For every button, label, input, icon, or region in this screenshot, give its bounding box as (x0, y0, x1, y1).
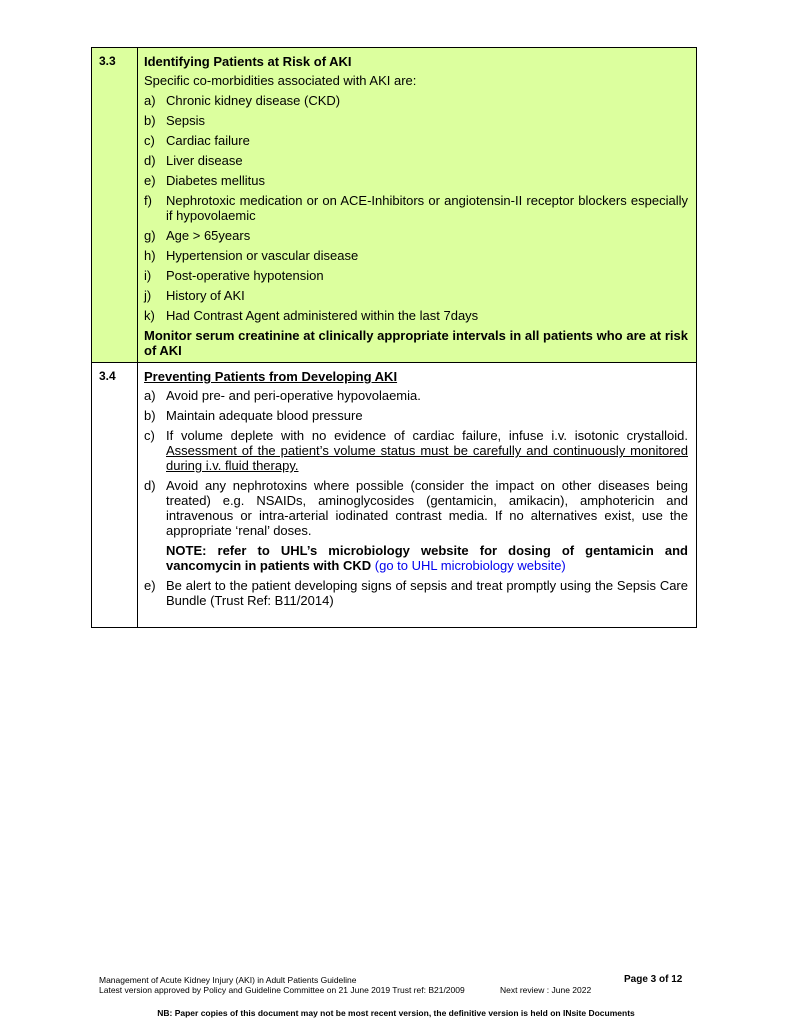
footer-approved: Latest version approved by Policy and Guideline Committee on 21 June 2019 Trust ref: B21/2009 (99, 985, 465, 995)
list-item: c) If volume deplete with no evidence of cardiac failure, infuse i.v. isotonic crystalloid. Assessment of the patient’s volume status must be carefully and continuously monitored during i.v. fluid therapy. (144, 428, 688, 473)
list-item-text: Hypertension or vascular disease (166, 248, 359, 263)
list-item-letter: b) (144, 113, 156, 128)
comorbidity-list (144, 93, 688, 323)
paper-copy-notice: NB: Paper copies of this document may not be most recent version, the definitive version is held on INsite Documents (157, 1008, 635, 1018)
list-item (144, 268, 688, 283)
list-item-letter: g) (144, 228, 156, 243)
list-item-text: Cardiac failure (166, 133, 250, 148)
list-item: e) Be alert to the patient developing signs of sepsis and treat promptly using the Sepsis Care Bundle (Trust Ref: B11/2014) (144, 578, 688, 608)
list-item-text: History of AKI (166, 288, 245, 303)
list-item (144, 93, 688, 108)
section-3-3-row (92, 48, 697, 363)
section-3-3-content (138, 48, 697, 363)
section-number: 3.4 (92, 363, 138, 628)
list-item: b) Maintain adequate blood pressure (144, 408, 363, 423)
list-item-text: If volume deplete with no evidence of cardiac failure, infuse i.v. isotonic crystalloid. Assessment of the patient’s volume status must be carefully and continuously monitored during i.v. fluid therapy. (166, 428, 688, 473)
list-item (144, 248, 688, 263)
section-intro: Specific co-morbidities associated with AKI are: (144, 73, 417, 88)
page-number: Page 3 of 12 (624, 974, 683, 985)
list-item: a) Avoid pre- and peri-operative hypovolaemia. (144, 388, 421, 403)
page-footer (99, 975, 689, 995)
list-item (144, 153, 688, 168)
list-item-text: Nephrotoxic medication or on ACE-Inhibitors or angiotensin-II receptor blockers especially if hypovolaemic (166, 193, 688, 223)
list-item (144, 228, 688, 243)
list-item (144, 308, 688, 323)
list-item-letter: f) (144, 193, 152, 208)
list-item: d) Avoid any nephrotoxins where possible (consider the impact on other diseases being treated) e.g. NSAIDs, aminoglycosides (gentamicin, amikacin), amphotericin and intravenous or intra-arterial iodinated contrast media. If no alternatives exist, use the appropriate ‘renal’ doses. NOTE: refer to UHL’s microbiology website for dosing of gentamicin and vancomycin in patients with CKD (go to UHL microbiology website) (144, 478, 688, 573)
list-item-text: Chronic kidney disease (CKD) (166, 93, 341, 108)
list-item-letter: d) (144, 153, 156, 168)
footer-title: Management of Acute Kidney Injury (AKI) in Adult Patients Guideline (99, 975, 357, 985)
list-item-letter: k) (144, 308, 155, 323)
next-review: Next review : June 2022 (500, 985, 592, 995)
list-item-text: Liver disease (166, 153, 243, 168)
list-item (144, 113, 688, 128)
list-item (144, 193, 688, 223)
list-item-letter: i) (144, 268, 152, 283)
section-title: Preventing Patients from Developing AKI (144, 369, 398, 384)
list-item-text: Had Contrast Agent administered within the last 7days (166, 308, 479, 323)
list-item-text: Age > 65years (166, 228, 251, 243)
section-title: Identifying Patients at Risk of AKI (144, 54, 352, 69)
list-item-letter: h) (144, 248, 156, 263)
list-item-text: Sepsis (166, 113, 206, 128)
section-3-4-content (138, 363, 697, 628)
list-item-text: Diabetes mellitus (166, 173, 265, 188)
list-item-text: Avoid any nephrotoxins where possible (consider the impact on other diseases being treated) e.g. NSAIDs, aminoglycosides (gentamicin, amikacin), amphotericin and intravenous or intra-arterial iodinated contrast media. If no alternatives exist, use the appropriate ‘renal’ doses. NOTE: refer to UHL’s microbiology website for dosing of gentamicin and vancomycin in patients with CKD (go to UHL microbiology website) (166, 478, 688, 573)
list-item-letter: e) (144, 173, 156, 188)
microbiology-note: NOTE: refer to UHL’s microbiology website for dosing of gentamicin and vancomycin in patients with CKD (go to UHL microbiology website) (166, 543, 688, 573)
monitor-statement: Monitor serum creatinine at clinically appropriate intervals in all patients who are at risk of AKI (144, 328, 688, 358)
list-item-letter: c) (144, 133, 155, 148)
list-item-letter: a) (144, 93, 156, 108)
list-item-text: Post-operative hypotension (166, 268, 324, 283)
section-3-4-row (92, 363, 697, 628)
guideline-table (91, 47, 697, 628)
list-item (144, 173, 688, 188)
section-number: 3.3 (92, 48, 138, 363)
volume-status-note: Assessment of the patient’s volume status must be carefully and continuously monitored during i.v. fluid therapy. (166, 443, 688, 473)
list-item (144, 288, 688, 303)
microbiology-website-link[interactable]: (go to UHL microbiology website) (374, 558, 566, 573)
list-item-letter: j) (144, 288, 152, 303)
list-item (144, 133, 688, 148)
